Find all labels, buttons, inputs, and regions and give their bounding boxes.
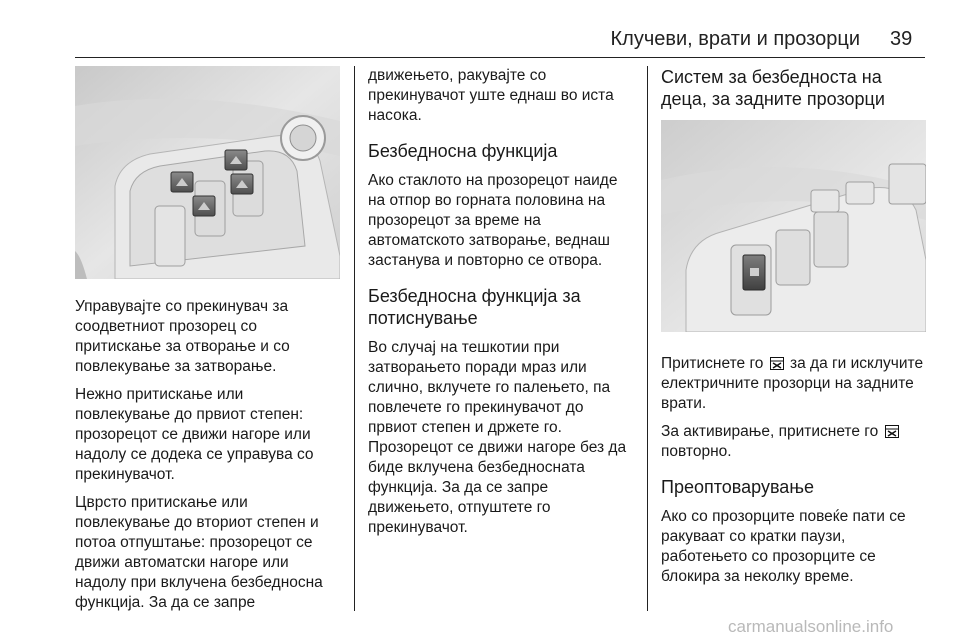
paragraph [661, 422, 926, 462]
column-divider [354, 66, 355, 611]
column-divider [647, 66, 648, 611]
page-number: 39 [890, 28, 913, 50]
paragraph: Управувајте со прекинувач за соодветниот прозорец со притискање за отворање и со повлекување за затворање. [75, 298, 290, 375]
column-2 [368, 66, 633, 546]
text-span: За активирање, притиснете го [661, 423, 879, 440]
paragraph [661, 354, 926, 414]
section-heading: Систем за безбедноста на деца, за задните прозорци [661, 67, 885, 109]
paragraph: движењето, ракувајте со прекинувачот уште еднаш во иста насока. [368, 67, 614, 124]
text-span: за да ги исклучите електричните прозорци на задните врати. [661, 355, 924, 412]
child-window-lock-icon [770, 357, 784, 370]
section-heading: Безбедносна функција [368, 141, 558, 161]
section-heading: Безбедносна функција за потиснување [368, 286, 581, 328]
paragraph: Ако со прозорците повеќе пати се ракуваат со кратки паузи, работењето со прозорците се блокира за неколку време. [661, 508, 906, 585]
paragraph: Нежно притискање или повлекување до првиот степен: прозорецот се движи нагоре или надолу се додека се управува со прекинувачот. [75, 386, 314, 483]
column-1 [75, 66, 340, 621]
section-heading: Преоптоварување [661, 477, 814, 497]
header-title: Клучеви, врати и прозорци [610, 28, 860, 50]
text-span: Притиснете го [661, 355, 764, 372]
paragraph: Ако стаклото на прозорецот наиде на отпор во горната половина на прозорецот за време на автоматското затворање, веднаш застанува и повторно се отвора. [368, 172, 618, 269]
paragraph: Во случај на тешкотии при затворањето поради мраз или слично, вклучете го палењето, па повлечете го прекинувачот до првиот степен и држете го. Прозорецот се движи нагоре без да биде вклучена безбедносната функција. За да се запре движењето, отпуштете го прекинувачот. [368, 339, 627, 536]
watermark: carmanualsonline.info [728, 617, 894, 636]
text-span: повторно. [661, 443, 732, 460]
child-window-lock-icon [885, 425, 899, 438]
column-3 [661, 66, 926, 595]
child-lock-switch-figure [661, 120, 926, 332]
paragraph: Цврсто притискање или повлекување до вториот степен и потоа отпуштање: прозорецот се движи автоматски нагоре или надолу при вклучена безбедносна функција. За да се запре [75, 494, 323, 611]
header-rule [75, 57, 925, 58]
window-switches-figure [75, 66, 340, 279]
